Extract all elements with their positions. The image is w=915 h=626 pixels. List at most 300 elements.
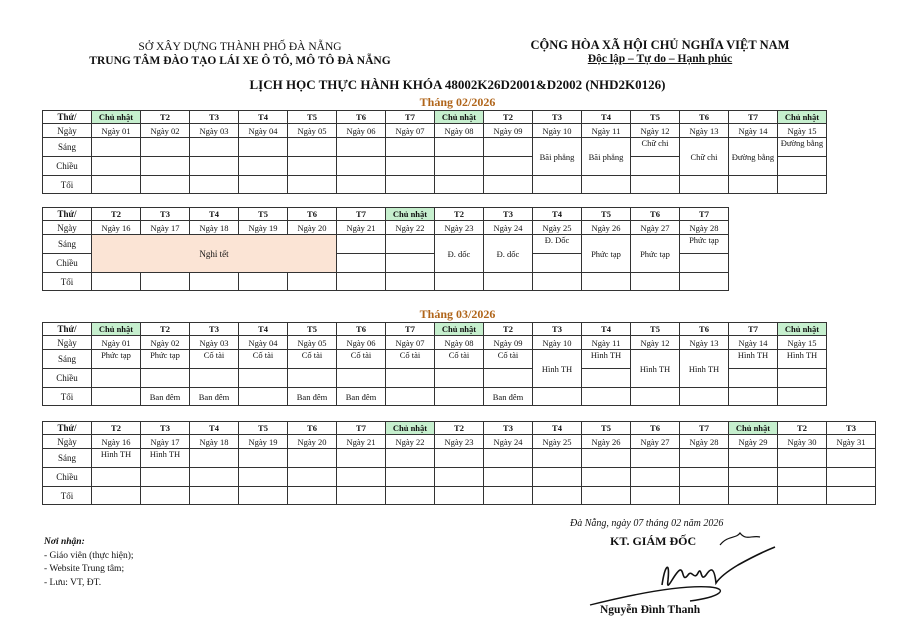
date-cell: Ngày 17: [141, 435, 190, 449]
session-cell: [92, 468, 141, 487]
session-cell: [435, 468, 484, 487]
date-cell: Ngày 23: [435, 221, 484, 235]
session-cell: [484, 176, 533, 194]
weekday-cell: T6: [680, 111, 729, 124]
row-label-thu: Thứ/: [43, 208, 92, 221]
session-cell: [288, 487, 337, 505]
weekday-cell: Chủ nhật: [92, 111, 141, 124]
weekday-cell: T7: [680, 422, 729, 435]
row-label-ngay: Ngày: [43, 221, 92, 235]
row-label-toi: Tối: [43, 388, 92, 406]
session-cell: [92, 157, 141, 176]
date-cell: Ngày 15: [778, 124, 827, 138]
weekday-cell: Chủ nhật: [778, 323, 827, 336]
session-cell: [190, 176, 239, 194]
session-cell: [386, 487, 435, 505]
session-cell: [484, 157, 533, 176]
weekday-cell: T4: [239, 111, 288, 124]
session-cell: [827, 449, 876, 468]
session-cell: [778, 369, 827, 388]
session-cell: [288, 273, 337, 291]
session-cell: [680, 176, 729, 194]
schedule-table-feb-week2: [42, 207, 729, 291]
session-cell: [435, 388, 484, 406]
row-thu: [43, 323, 827, 336]
row-label-chieu: Chiều: [43, 369, 92, 388]
weekday-cell: T4: [582, 323, 631, 336]
session-cell: Cố tài: [386, 350, 435, 369]
weekday-cell: T7: [680, 208, 729, 221]
session-cell-merged: Hình TH: [631, 350, 680, 388]
date-cell: Ngày 27: [631, 221, 680, 235]
date-cell: Ngày 01: [92, 336, 141, 350]
row-sang: [43, 235, 729, 254]
session-cell: [239, 449, 288, 468]
weekday-cell: T7: [337, 208, 386, 221]
session-cell: [631, 157, 680, 176]
session-cell: [386, 388, 435, 406]
session-cell: [288, 176, 337, 194]
date-cell: Ngày 03: [190, 336, 239, 350]
date-cell: Ngày 03: [190, 124, 239, 138]
session-cell: [386, 176, 435, 194]
session-cell: Hình TH: [729, 350, 778, 369]
date-cell: Ngày 06: [337, 336, 386, 350]
session-cell: [337, 487, 386, 505]
recipients-title: Nơi nhận:: [44, 537, 85, 547]
row-label-toi: Tối: [43, 487, 92, 505]
session-cell: [778, 176, 827, 194]
session-cell: [141, 369, 190, 388]
session-cell: [582, 487, 631, 505]
date-cell: Ngày 16: [92, 221, 141, 235]
row-label-ngay: Ngày: [43, 124, 92, 138]
row-label-sang: Sáng: [43, 235, 92, 254]
nation-motto: Độc lập – Tự do – Hạnh phúc: [587, 53, 733, 65]
weekday-cell: Chủ nhật: [386, 422, 435, 435]
weekday-cell: T4: [239, 323, 288, 336]
place-date: Đà Nẵng, ngày 07 tháng 02 năm 2026: [570, 518, 724, 529]
weekday-cell: T2: [92, 422, 141, 435]
session-cell: [337, 369, 386, 388]
weekday-cell: T4: [190, 208, 239, 221]
weekday-cell: T2: [141, 111, 190, 124]
session-cell: Ban đêm: [190, 388, 239, 406]
session-cell: [239, 369, 288, 388]
weekday-cell: T3: [533, 323, 582, 336]
date-cell: Ngày 30: [778, 435, 827, 449]
nation-name: CỘNG HÒA XÃ HỘI CHỦ NGHĨA VIỆT NAM: [530, 38, 790, 52]
row-chieu: [43, 468, 876, 487]
session-cell: [92, 388, 141, 406]
weekday-cell: T7: [386, 323, 435, 336]
schedule-title: LỊCH HỌC THỰC HÀNH KHÓA 48002K26D2001&D2002 (NHD2K0126): [249, 77, 666, 92]
session-cell: [778, 468, 827, 487]
weekday-cell: T2: [141, 323, 190, 336]
session-cell: [337, 157, 386, 176]
row-ngay: [43, 221, 729, 235]
session-cell-merged: Hình TH: [680, 350, 729, 388]
row-sang: [43, 449, 876, 468]
month-label-mar: Tháng 03/2026: [419, 307, 496, 321]
session-cell: [337, 468, 386, 487]
session-cell: [190, 138, 239, 157]
session-cell: Cố tài: [337, 350, 386, 369]
signer-role: KT. GIÁM ĐỐC: [610, 534, 697, 548]
session-cell: [435, 138, 484, 157]
session-cell: [92, 487, 141, 505]
session-cell-merged: Phức tạp: [582, 235, 631, 273]
date-cell: Ngày 02: [141, 336, 190, 350]
session-cell: Phức tạp: [680, 235, 729, 254]
session-cell: [288, 138, 337, 157]
session-cell: [533, 468, 582, 487]
session-cell: [92, 273, 141, 291]
weekday-cell: Chủ nhật: [435, 111, 484, 124]
session-cell: [680, 468, 729, 487]
recipient-item: - Giáo viên (thực hiện);: [44, 550, 134, 561]
session-cell: [239, 273, 288, 291]
session-cell: [435, 273, 484, 291]
weekday-cell: T6: [680, 323, 729, 336]
session-cell: Cố tài: [484, 350, 533, 369]
session-cell: [680, 449, 729, 468]
date-cell: Ngày 31: [827, 435, 876, 449]
date-cell: Ngày 21: [337, 435, 386, 449]
session-cell: [386, 157, 435, 176]
session-cell: [190, 273, 239, 291]
date-cell: Ngày 20: [288, 221, 337, 235]
session-cell: [778, 388, 827, 406]
session-cell: [386, 468, 435, 487]
session-cell: [337, 273, 386, 291]
date-cell: Ngày 11: [582, 336, 631, 350]
session-cell: Cố tài: [239, 350, 288, 369]
session-cell: [239, 388, 288, 406]
weekday-cell: T4: [533, 208, 582, 221]
weekday-cell: Chủ nhật: [729, 422, 778, 435]
session-cell: [680, 273, 729, 291]
session-cell: Phức tạp: [141, 350, 190, 369]
session-cell: [337, 449, 386, 468]
session-cell: [190, 468, 239, 487]
row-label-chieu: Chiều: [43, 468, 92, 487]
session-cell: [386, 273, 435, 291]
date-cell: Ngày 19: [239, 221, 288, 235]
session-cell: Ban đêm: [337, 388, 386, 406]
session-cell: Cố tài: [288, 350, 337, 369]
weekday-cell: T2: [435, 422, 484, 435]
weekday-cell: T6: [337, 111, 386, 124]
weekday-cell: Chủ nhật: [435, 323, 484, 336]
session-cell: Hình TH: [92, 449, 141, 468]
session-cell: Ban đêm: [141, 388, 190, 406]
session-cell-merged: Đường bằng: [729, 138, 778, 176]
weekday-cell: T4: [582, 111, 631, 124]
signature-scribble: [570, 525, 790, 615]
date-cell: Ngày 13: [680, 336, 729, 350]
date-cell: Ngày 17: [141, 221, 190, 235]
weekday-cell: T4: [533, 422, 582, 435]
weekday-cell: T3: [141, 208, 190, 221]
row-label-toi: Tối: [43, 176, 92, 194]
row-toi: [43, 487, 876, 505]
row-ngay: [43, 124, 827, 138]
session-cell: Phức tạp: [92, 350, 141, 369]
date-cell: Ngày 28: [680, 221, 729, 235]
date-cell: Ngày 19: [239, 435, 288, 449]
session-cell: [533, 273, 582, 291]
date-cell: Ngày 26: [582, 221, 631, 235]
session-cell: [190, 449, 239, 468]
session-cell: [484, 138, 533, 157]
weekday-cell: T5: [582, 422, 631, 435]
session-cell: [337, 235, 386, 254]
header-left: [80, 40, 400, 68]
date-cell: Ngày 23: [435, 435, 484, 449]
session-cell: [386, 138, 435, 157]
session-cell: [631, 468, 680, 487]
session-cell-merged: Hình TH: [533, 350, 582, 388]
row-thu: [43, 111, 827, 124]
date-cell: Ngày 02: [141, 124, 190, 138]
session-cell: [484, 487, 533, 505]
row-thu: [43, 422, 876, 435]
row-label-chieu: Chiều: [43, 157, 92, 176]
session-cell: [141, 138, 190, 157]
session-cell: [386, 254, 435, 273]
row-sang: [43, 350, 827, 369]
row-label-sang: Sáng: [43, 350, 92, 369]
header-right: [500, 38, 820, 66]
session-cell: [631, 388, 680, 406]
date-cell: Ngày 08: [435, 124, 484, 138]
weekday-cell: T2: [484, 111, 533, 124]
row-label-toi: Tối: [43, 273, 92, 291]
org-parent: SỞ XÂY DỰNG THÀNH PHỐ ĐÀ NẴNG: [138, 41, 342, 53]
date-cell: Ngày 22: [386, 221, 435, 235]
session-cell: [239, 487, 288, 505]
session-cell: [827, 468, 876, 487]
weekday-cell: Chủ nhật: [386, 208, 435, 221]
weekday-cell: T2: [435, 208, 484, 221]
row-label-sang: Sáng: [43, 449, 92, 468]
date-cell: Ngày 06: [337, 124, 386, 138]
weekday-cell: T5: [288, 323, 337, 336]
session-cell: [141, 487, 190, 505]
session-cell: [729, 468, 778, 487]
signer-name: Nguyễn Đình Thanh: [600, 604, 701, 616]
session-cell: [533, 487, 582, 505]
session-cell: [827, 487, 876, 505]
session-cell: [778, 487, 827, 505]
session-cell: Hình TH: [141, 449, 190, 468]
session-cell: [729, 449, 778, 468]
date-cell: Ngày 28: [680, 435, 729, 449]
date-cell: Ngày 01: [92, 124, 141, 138]
session-cell: [484, 449, 533, 468]
session-cell: [484, 468, 533, 487]
weekday-cell: T3: [190, 111, 239, 124]
weekday-cell: T6: [288, 422, 337, 435]
schedule-table-mar-week2: [42, 421, 876, 505]
date-cell: Ngày 10: [533, 124, 582, 138]
session-cell: [680, 388, 729, 406]
weekday-cell: T3: [484, 422, 533, 435]
session-cell: [190, 369, 239, 388]
date-cell: Ngày 07: [386, 124, 435, 138]
weekday-cell: T5: [631, 323, 680, 336]
session-cell-merged: Đ. dốc: [435, 235, 484, 273]
org-name: TRUNG TÂM ĐÀO TẠO LÁI XE Ô TÔ, MÔ TÔ ĐÀ NẴNG: [89, 55, 391, 67]
weekday-cell: Chủ nhật: [92, 323, 141, 336]
row-label-thu: Thứ/: [43, 422, 92, 435]
session-cell: [582, 388, 631, 406]
weekday-cell: T6: [631, 208, 680, 221]
date-cell: Ngày 14: [729, 336, 778, 350]
session-cell: Đường bằng: [778, 138, 827, 157]
date-cell: Ngày 04: [239, 124, 288, 138]
session-cell-merged: Bãi phẳng: [582, 138, 631, 176]
session-cell: [92, 176, 141, 194]
row-toi: [43, 176, 827, 194]
weekday-cell: T7: [337, 422, 386, 435]
session-cell: [141, 273, 190, 291]
session-cell: [582, 369, 631, 388]
date-cell: Ngày 08: [435, 336, 484, 350]
row-ngay: [43, 435, 876, 449]
session-cell-merged: Bãi phẳng: [533, 138, 582, 176]
session-cell: [141, 176, 190, 194]
month-label-feb: Tháng 02/2026: [419, 95, 496, 109]
weekday-cell: T7: [729, 111, 778, 124]
weekday-cell: T6: [337, 323, 386, 336]
session-cell: [288, 157, 337, 176]
session-cell: [631, 487, 680, 505]
session-cell: [288, 449, 337, 468]
session-cell: [435, 369, 484, 388]
session-cell: [533, 388, 582, 406]
session-cell: [435, 176, 484, 194]
weekday-cell: T7: [729, 323, 778, 336]
date-cell: Ngày 13: [680, 124, 729, 138]
session-cell: [435, 487, 484, 505]
date-cell: Ngày 07: [386, 336, 435, 350]
session-cell: Ban đêm: [484, 388, 533, 406]
date-cell: Ngày 16: [92, 435, 141, 449]
date-cell: Ngày 18: [190, 221, 239, 235]
row-toi: [43, 273, 729, 291]
session-cell: Cố tài: [435, 350, 484, 369]
date-cell: Ngày 25: [533, 221, 582, 235]
session-cell: [190, 157, 239, 176]
row-label-ngay: Ngày: [43, 336, 92, 350]
session-cell: [484, 369, 533, 388]
row-label-thu: Thứ/: [43, 323, 92, 336]
session-cell: Hình TH: [582, 350, 631, 369]
schedule-table-feb-week1: [42, 110, 827, 194]
session-cell: [631, 176, 680, 194]
weekday-cell: T5: [631, 111, 680, 124]
date-cell: Ngày 05: [288, 124, 337, 138]
date-cell: Ngày 18: [190, 435, 239, 449]
row-label-ngay: Ngày: [43, 435, 92, 449]
session-cell: [141, 468, 190, 487]
date-cell: Ngày 09: [484, 124, 533, 138]
session-cell: [533, 449, 582, 468]
weekday-cell: T5: [239, 422, 288, 435]
session-cell: [386, 235, 435, 254]
date-cell: Ngày 21: [337, 221, 386, 235]
weekday-cell: T5: [288, 111, 337, 124]
date-cell: Ngày 15: [778, 336, 827, 350]
weekday-cell: T7: [386, 111, 435, 124]
session-cell: [729, 176, 778, 194]
date-cell: Ngày 12: [631, 336, 680, 350]
weekday-cell: T2: [484, 323, 533, 336]
session-cell: [288, 369, 337, 388]
date-cell: Ngày 14: [729, 124, 778, 138]
weekday-cell: T3: [484, 208, 533, 221]
session-cell: Cố tài: [190, 350, 239, 369]
date-cell: Ngày 24: [484, 435, 533, 449]
session-cell: [533, 254, 582, 273]
row-ngay: [43, 336, 827, 350]
row-label-thu: Thứ/: [43, 111, 92, 124]
session-cell: [337, 254, 386, 273]
row-label-sang: Sáng: [43, 138, 92, 157]
row-thu: [43, 208, 729, 221]
session-cell: [337, 138, 386, 157]
weekday-cell: T3: [190, 323, 239, 336]
recipient-item: - Lưu: VT, ĐT.: [44, 577, 102, 588]
session-cell-merged: Đ. dốc: [484, 235, 533, 273]
weekday-cell: T3: [827, 422, 876, 435]
session-cell: [680, 254, 729, 273]
weekday-cell: T3: [533, 111, 582, 124]
recipients: [44, 536, 134, 590]
row-label-chieu: Chiều: [43, 254, 92, 273]
session-cell: [239, 138, 288, 157]
row-toi: [43, 388, 827, 406]
session-cell: [484, 273, 533, 291]
weekday-cell: T6: [631, 422, 680, 435]
date-cell: Ngày 26: [582, 435, 631, 449]
schedule-table-mar-week1: [42, 322, 827, 406]
session-cell: [337, 176, 386, 194]
session-cell: [386, 369, 435, 388]
date-cell: Ngày 29: [729, 435, 778, 449]
holiday-cell: Nghỉ tết: [92, 235, 337, 273]
weekday-cell: Chủ nhật: [778, 111, 827, 124]
session-cell: [435, 157, 484, 176]
date-cell: Ngày 04: [239, 336, 288, 350]
session-cell: [239, 157, 288, 176]
session-cell: [288, 468, 337, 487]
weekday-cell: T5: [582, 208, 631, 221]
date-cell: Ngày 27: [631, 435, 680, 449]
session-cell: Ban đêm: [288, 388, 337, 406]
date-cell: Ngày 10: [533, 336, 582, 350]
weekday-cell: T2: [92, 208, 141, 221]
session-cell-merged: Phức tạp: [631, 235, 680, 273]
date-cell: Ngày 22: [386, 435, 435, 449]
session-cell: Hình TH: [778, 350, 827, 369]
date-cell: Ngày 12: [631, 124, 680, 138]
date-cell: Ngày 20: [288, 435, 337, 449]
date-cell: Ngày 09: [484, 336, 533, 350]
session-cell: [92, 369, 141, 388]
